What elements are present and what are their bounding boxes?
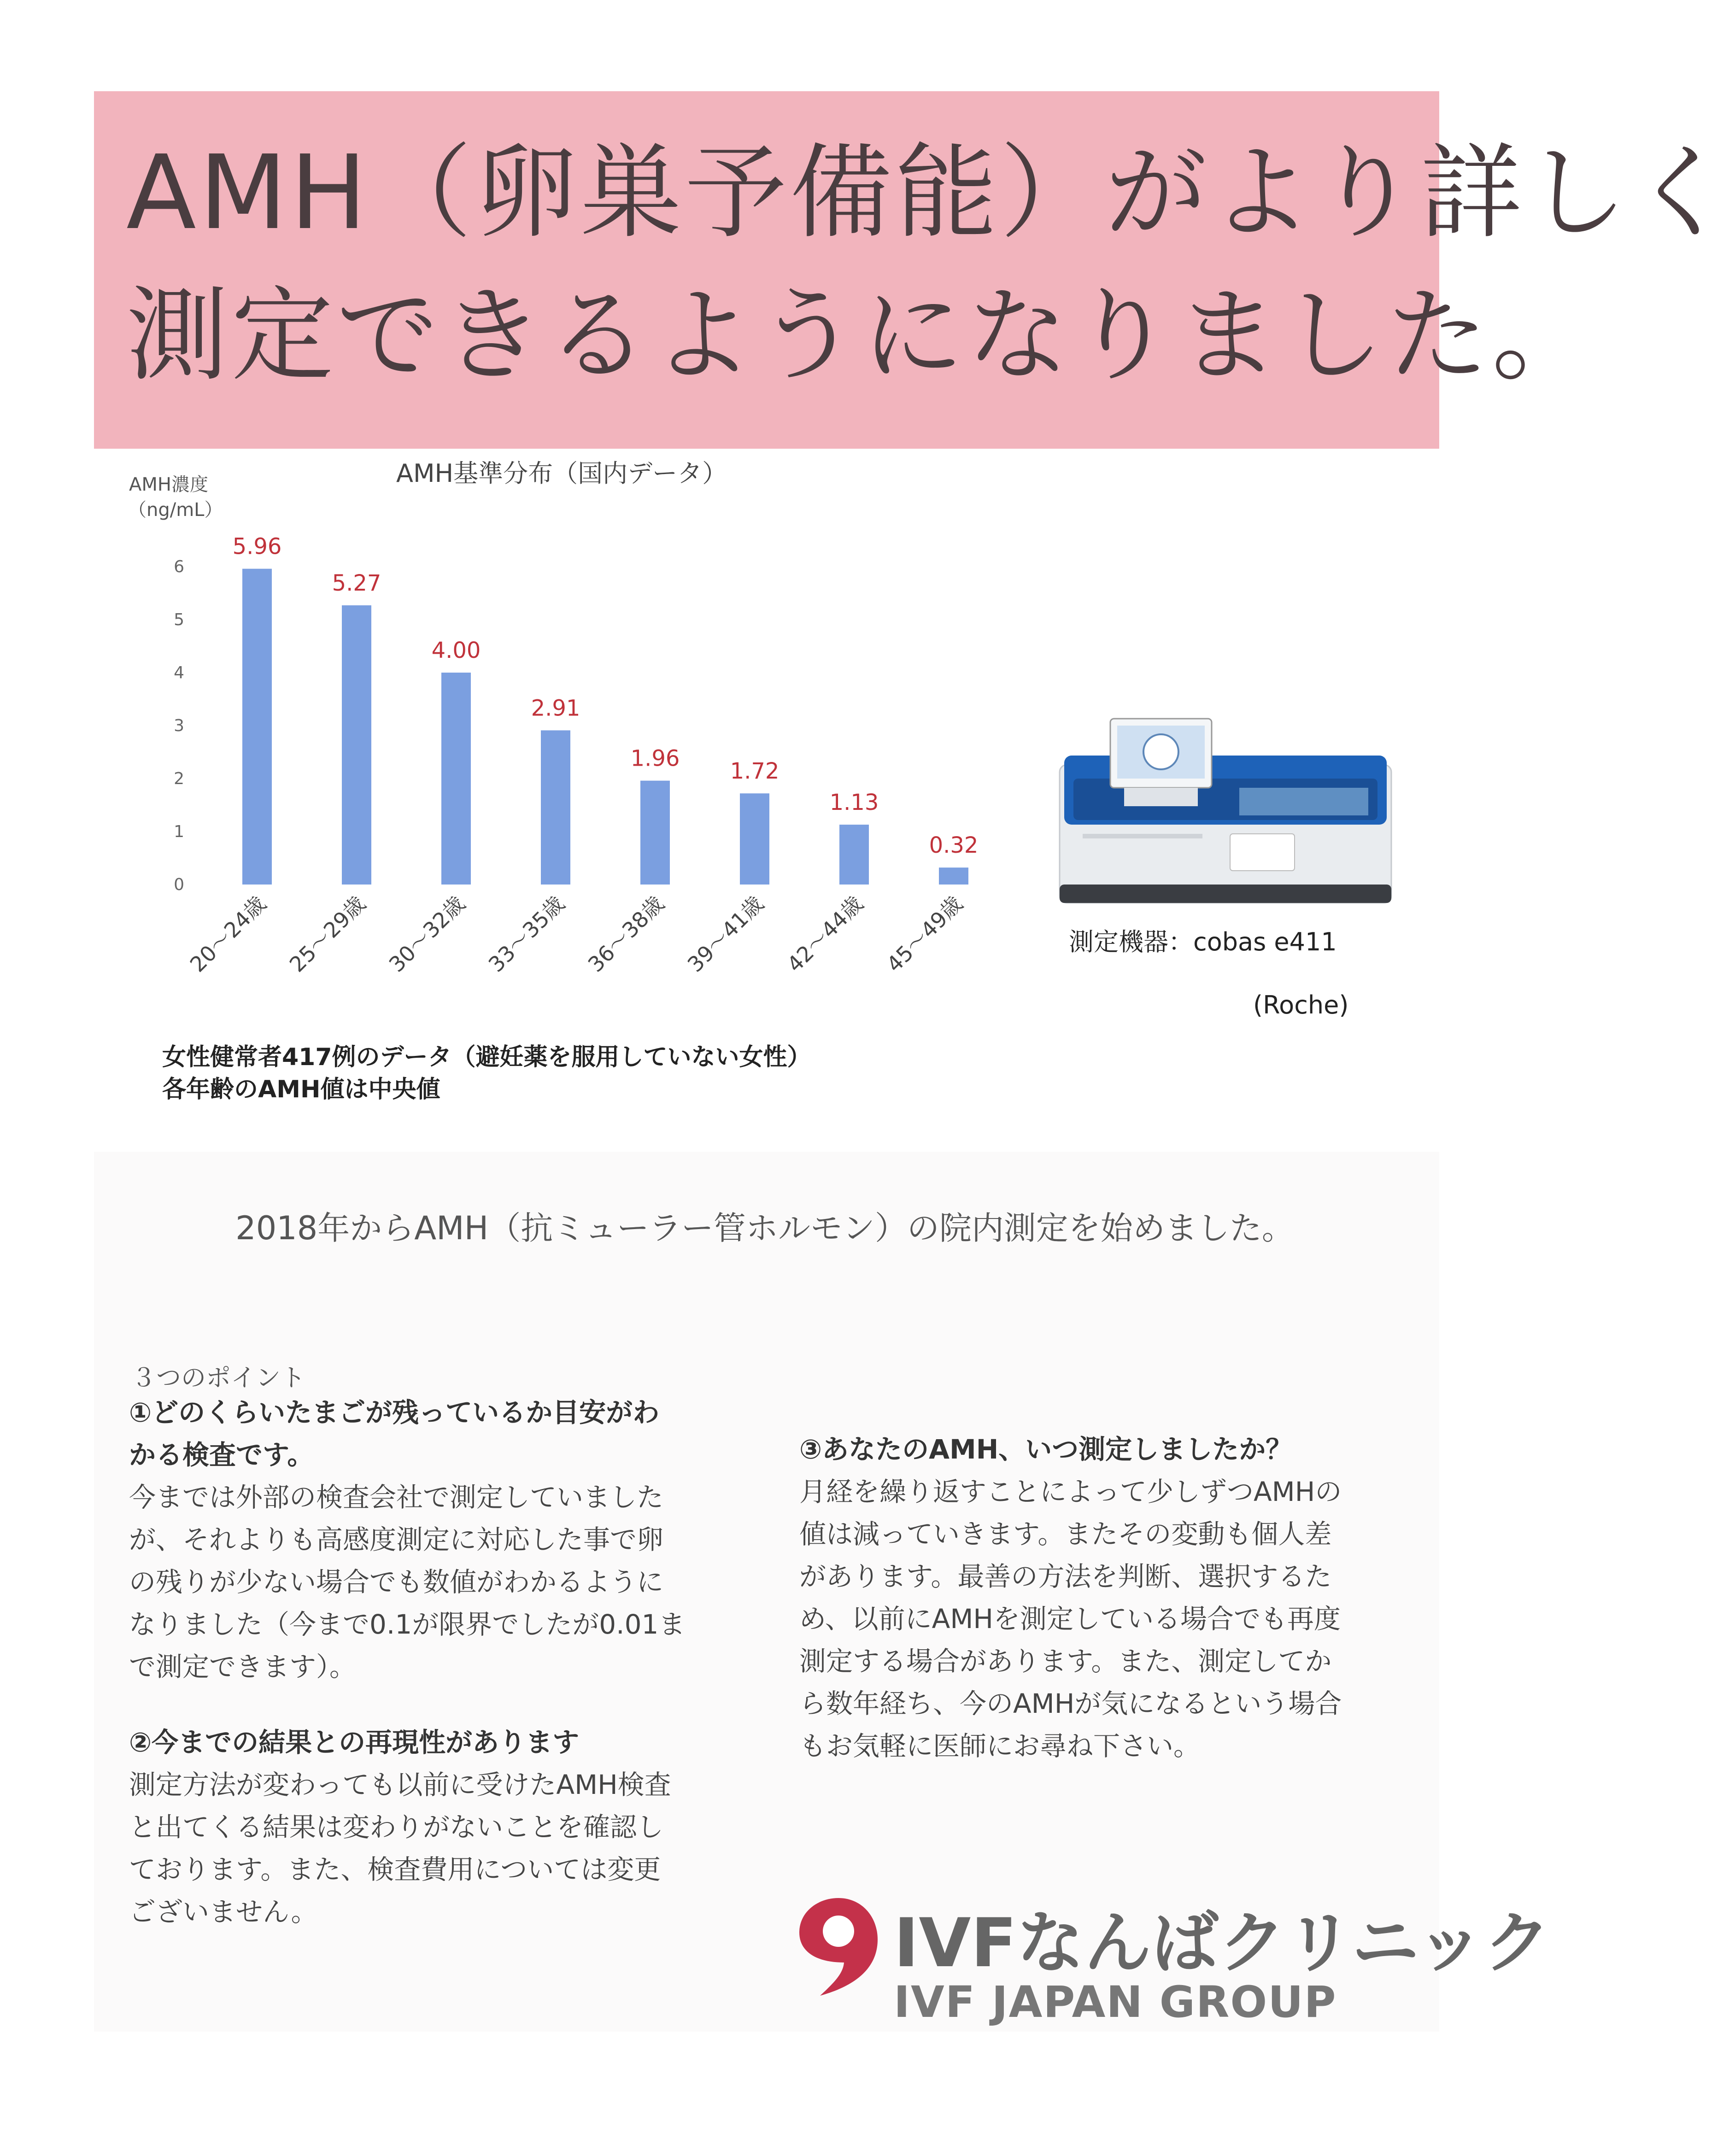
intro-text: 2018年からAMH（抗ミューラー管ホルモン）の院内測定を始めました。 xyxy=(235,1209,1294,1247)
point-2-text: ております。また、検査費用については変更 xyxy=(129,1854,661,1885)
clinic-name-jp: IVFなんばクリニック xyxy=(894,1904,1551,1982)
point-1-heading-line-1: ①どのくらいたまごが残っているか目安がわ xyxy=(129,1397,660,1428)
cobas-analyzer-image xyxy=(1055,709,1405,912)
data-label: 2.91 xyxy=(531,695,580,721)
x-category-label: 25～29歳 xyxy=(284,891,370,977)
headline-line-1: AMH（卵巣予備能）がより詳しく xyxy=(126,134,1735,252)
point-3-text: もお気軽に医師にお尋ね下さい。 xyxy=(799,1730,1201,1762)
point-3-heading: ③あなたのAMH、いつ測定しましたか？ xyxy=(799,1434,1293,1465)
clinic-group-name: IVF JAPAN GROUP xyxy=(894,1977,1337,2027)
bar xyxy=(640,781,670,885)
data-label: 1.13 xyxy=(829,790,879,816)
amh-bar-chart xyxy=(152,530,1027,1014)
points-left-column xyxy=(129,1391,742,1933)
point-2-text: ございません。 xyxy=(129,1896,318,1928)
y-axis-label: AMH濃度 xyxy=(129,474,208,495)
data-label: 0.32 xyxy=(929,832,979,859)
point-3-text: 測定する場合があります。また、測定してか xyxy=(799,1646,1332,1677)
x-category-label: 30～32歳 xyxy=(384,891,470,977)
y-tick-label: 3 xyxy=(174,716,184,735)
device-maker: (Roche) xyxy=(1253,990,1349,1019)
headline-banner xyxy=(94,91,1735,449)
point-2-heading: ②今までの結果との再現性があります xyxy=(129,1727,580,1758)
data-label: 5.27 xyxy=(332,570,381,596)
bar xyxy=(242,569,272,885)
y-axis-unit: （ng/mL） xyxy=(128,499,223,521)
point-1-heading-line-2: かる検査です。 xyxy=(129,1439,314,1471)
y-tick-label: 1 xyxy=(174,822,184,841)
point-1-text: なりました（今まで0.1が限界でしたが0.01ま xyxy=(129,1609,686,1640)
data-label: 4.00 xyxy=(431,638,481,663)
y-tick-label: 2 xyxy=(174,769,184,788)
y-tick-label: 0 xyxy=(174,875,184,894)
data-label: 1.96 xyxy=(630,745,680,772)
point-3-text: 値は減っていきます。またその変動も個人差 xyxy=(799,1518,1332,1550)
bar xyxy=(441,673,471,885)
data-note-2: 各年齢のAMH値は中央値 xyxy=(162,1076,440,1103)
x-category-label: 20～24歳 xyxy=(185,891,271,977)
x-category-label: 33～35歳 xyxy=(483,891,569,977)
point-3-text: め、以前にAMHを測定している場合でも再度 xyxy=(799,1603,1341,1635)
x-category-label: 39～41歳 xyxy=(682,891,768,977)
bar xyxy=(342,605,371,885)
point-2-text: 測定方法が変わっても以前に受けたAMH検査 xyxy=(129,1769,671,1800)
bar xyxy=(939,867,968,885)
clinic-logo-mark xyxy=(792,1893,885,1999)
data-note-1: 女性健常者417例のデータ（避妊薬を服用していない女性） xyxy=(162,1043,811,1071)
y-tick-label: 5 xyxy=(174,610,184,629)
y-tick-label: 6 xyxy=(174,557,184,576)
points-right-column xyxy=(799,1428,1412,1767)
point-1-text: の残りが少ない場合でも数値がわかるように xyxy=(129,1566,664,1598)
point-2-text: と出てくる結果は変わりがないことを確認し xyxy=(129,1811,664,1843)
point-3-text: ら数年経ち、今のAMHが気になるという場合 xyxy=(799,1688,1342,1719)
headline-line-2: 測定できるようになりました。 xyxy=(126,276,1597,395)
bar xyxy=(740,793,769,885)
point-3-text: 月経を繰り返すことによって少しずつAMHの xyxy=(799,1476,1342,1507)
point-1-text: が、それよりも高感度測定に対応した事で卵 xyxy=(129,1524,664,1555)
point-1-text: 今までは外部の検査会社で測定していました xyxy=(129,1482,664,1513)
data-label: 1.72 xyxy=(730,758,780,785)
point-1-text: で測定できます）。 xyxy=(129,1651,357,1682)
data-label: 5.96 xyxy=(232,533,282,560)
device-label: 測定機器：cobas e411 xyxy=(1069,927,1337,956)
point-3-text: があります。最善の方法を判断、選択するた xyxy=(799,1561,1332,1592)
bar xyxy=(541,730,570,885)
x-category-label: 42～44歳 xyxy=(782,891,868,977)
points-label: ３つのポイント xyxy=(131,1363,305,1392)
bar xyxy=(839,825,869,885)
x-category-label: 45～49歳 xyxy=(881,891,967,977)
y-tick-label: 4 xyxy=(174,663,184,682)
chart-title: AMH基準分布（国内データ） xyxy=(396,459,727,488)
spacer xyxy=(129,1688,742,1721)
x-category-label: 36～38歳 xyxy=(583,891,669,977)
